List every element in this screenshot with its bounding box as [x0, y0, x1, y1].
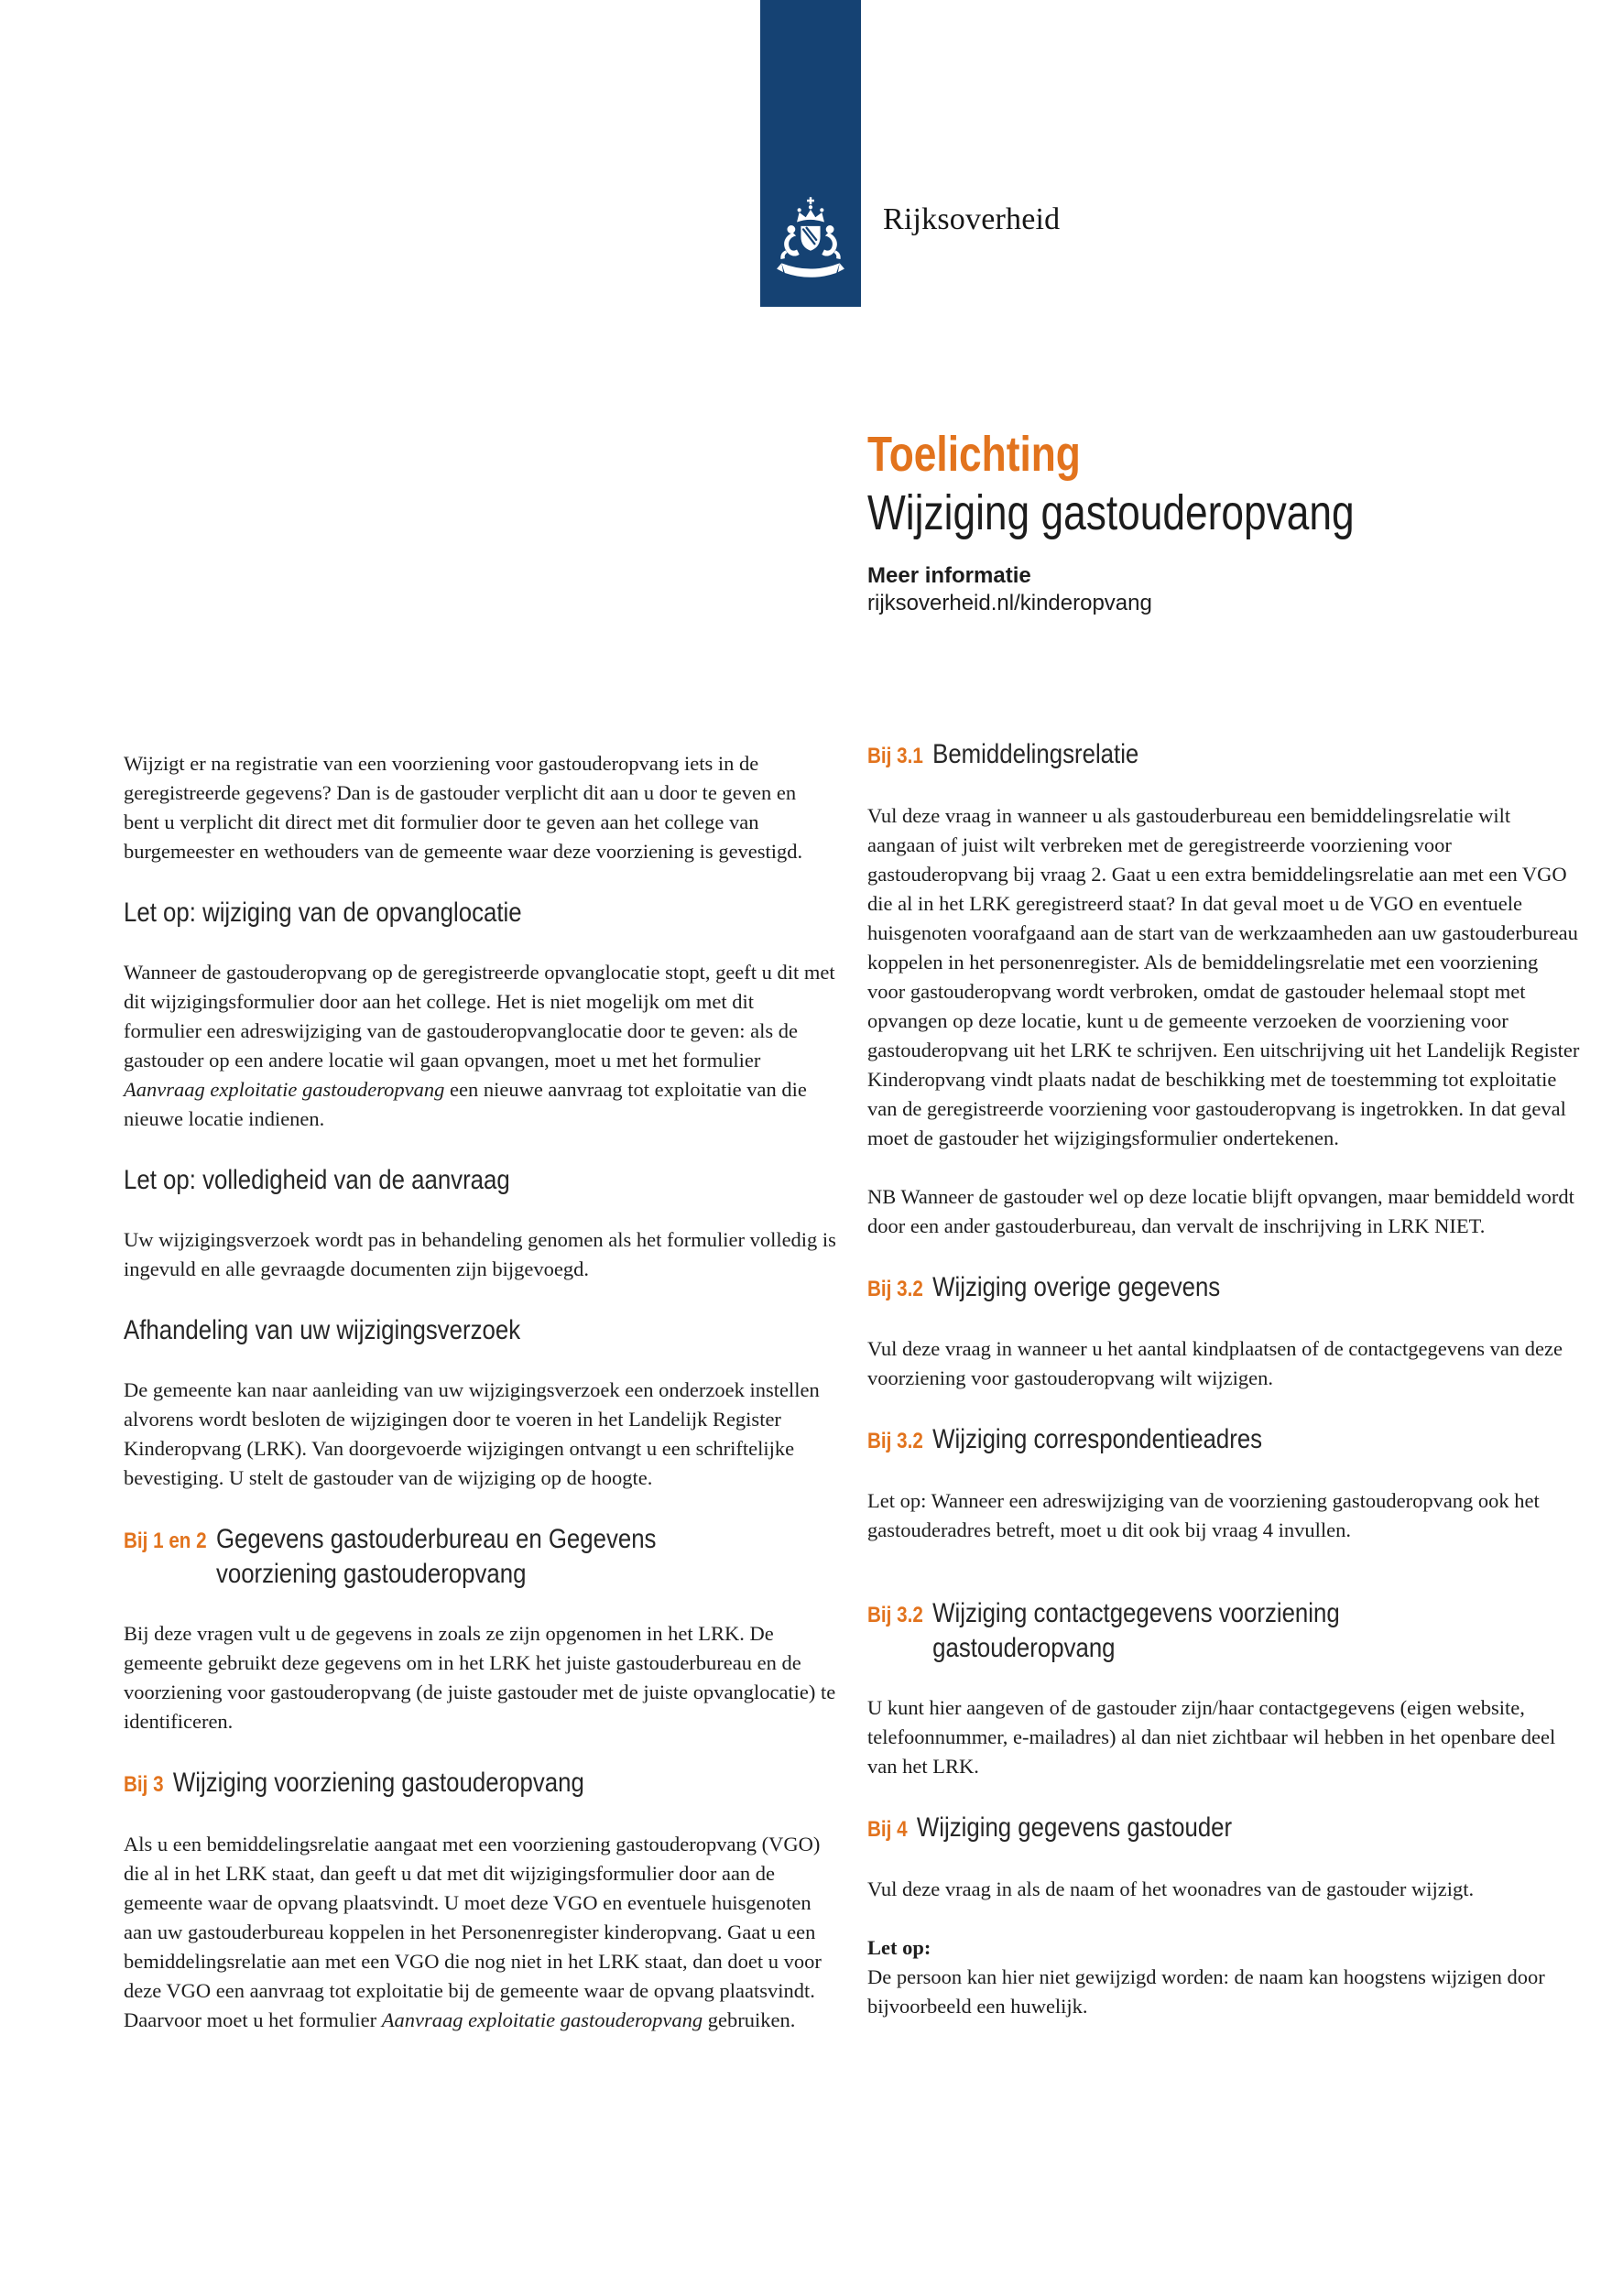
heading-bij-3-2-correspondentieadres: [867, 1422, 1480, 1459]
paragraph-contactgegevens: U kunt hier aangeven of de gastouder zijn/haar contactgegevens (eigen website, telefoonnummer, e-mailadres) al dan niet zichtbaar wil hebben in het openbare deel van het LRK.: [867, 1696, 1556, 1778]
paragraph-correspondentieadres: Let op: Wanneer een adreswijziging van de voorziening gastouderopvang ook het gastouderadres betreft, moet u dit ook bij vraag 4 invullen.: [867, 1489, 1540, 1541]
paragraph-gegevens-gastouder: Vul deze vraag in als de naam of het woonadres van de gastouder wijzigt.: [867, 1877, 1475, 1900]
heading-text: Wijziging overige gegevens: [932, 1272, 1221, 1302]
heading-text: Wijziging contactgegevens voorziening gastouderopvang: [932, 1598, 1340, 1663]
paragraph-let-op-note: Let op: De persoon kan hier niet gewijzigd worden: de naam kan hoogstens wijzigen door bijvoorbeeld een huwelijk.: [867, 1936, 1545, 2018]
page-title: Wijziging gastouderopvang: [867, 485, 1355, 540]
section-number-label: Bij 1 en 2: [124, 1529, 207, 1553]
paragraph-bemiddelingsrelatie: Vul deze vraag in wanneer u als gastouderbureau een bemiddelingsrelatie wilt aangaan of juist wilt verbreken met de geregistreerde voorziening voor gastouderopvang bij vraag 2. Gaat u een extra bemiddelingsrelatie aan met een VGO die al in het LRK geregistreerd staat? In dat geval moet u de VGO en eventuele huisgenoten voorafgaand aan de start van de werkzaamheden aan uw gastouderbureau koppelen in het personenregister. Als de bemiddelingsrelatie met een voorziening voor gastouderopvang wordt verbroken, omdat de gastouder helemaal stopt met opvangen op deze locatie, kunt u de gemeente verzoeken de voorziening voor gastouderopvang uit het LRK te schrijven. Een uitschrijving uit het Landelijk Register Kinderopvang vindt plaats nadat de beschikking met de toestemming tot exploitatie van de geregistreerde voorziening voor gastouderopvang is ingetrokken. In dat geval moet de gastouder het wijzigingsformulier ondertekenen.: [867, 804, 1580, 1149]
heading-bij-3: [124, 1766, 736, 1802]
section-number-label: Bij 3.2: [867, 1277, 923, 1301]
title-block: [867, 425, 1600, 617]
heading-text: Bemiddelingsrelatie: [932, 739, 1139, 769]
paragraph-volledigheid: Uw wijzigingsverzoek wordt pas in behandeling genomen als het formulier volledig is ingevuld en alle gevraagde documenten zijn bijgevoegd.: [124, 1228, 836, 1280]
heading-text: Gegevens gastouderbureau en Gegevens voorziening gastouderopvang: [215, 1524, 657, 1589]
heading-text: Wijziging gegevens gastouder: [916, 1812, 1233, 1843]
more-info-label: Meer informatie: [867, 563, 1031, 588]
heading-opvanglocatie: [124, 896, 736, 930]
paragraph-afhandeling: De gemeente kan naar aanleiding van uw wijzigingsverzoek een onderzoek instellen alvorens wordt besloten de wijzigingen door te voeren in het Landelijk Register Kinderopvang (LRK). Van doorgevoerde wijzigingen ontvangt u een schriftelijke bevestiging. U stelt de gastouder van de wijziging op de hoogte.: [124, 1378, 820, 1489]
more-info-link[interactable]: rijksoverheid.nl/kinderopvang: [867, 591, 1152, 615]
heading-bij-3-2-overige: [867, 1270, 1480, 1307]
heading-text: Wijziging correspondentieadres: [932, 1424, 1263, 1454]
heading-bij-3-1: [867, 737, 1480, 774]
section-number-label: Bij 3.1: [867, 744, 923, 768]
heading-bij-3-2-contactgegevens: [867, 1596, 1480, 1666]
paragraph-bij-3: Als u een bemiddelingsrelatie aangaat met een voorziening gastouderopvang (VGO) die al in het LRK staat, dan geeft u dat met dit wijzigingsformulier door aan de gemeente waar de opvang plaatsvindt. U moet deze VGO en eventuele huisgenoten aan uw gastouderbureau koppelen in het Personenregister kinderopvang. Gaat u een bemiddelingsrelatie aan met een VGO die nog niet in het LRK staat, dan doet u voor deze VGO een aanvraag tot exploitatie bij de gemeente waar de opvang plaatsvindt. Daarvoor moet u het formulier Aanvraag exploitatie gastouderopvang gebruiken.: [124, 1833, 822, 2031]
heading-bij-4: [867, 1811, 1480, 1847]
section-number-label: Bij 3.2: [867, 1603, 923, 1627]
heading-text: Let op: volledigheid van de aanvraag: [124, 1165, 510, 1195]
heading-afhandeling: [124, 1313, 736, 1348]
heading-text: Wijziging voorziening gastouderopvang: [172, 1768, 584, 1798]
left-column: [124, 737, 836, 2064]
heading-text: Let op: wijziging van de opvanglocatie: [124, 898, 522, 928]
brand-wordmark: Rijksoverheid: [883, 202, 1061, 236]
paragraph-overige-gegevens: Vul deze vraag in wanneer u het aantal kindplaatsen of de contactgegevens van deze voorziening voor gastouderopvang wilt wijzigen.: [867, 1337, 1563, 1389]
section-number-label: Bij 3: [124, 1772, 164, 1797]
paragraph-bij-1-en-2: Bij deze vragen vult u de gegevens in zoals ze zijn opgenomen in het LRK. De gemeente gebruikt deze gegevens om in het LRK het juiste gastouderbureau en de voorziening voor gastouderopvang (de juiste gastouder met de juiste opvanglocatie) te identificeren.: [124, 1622, 836, 1733]
rijksoverheid-banner: [760, 0, 861, 307]
heading-volledigheid: [124, 1163, 736, 1198]
paragraph-opvanglocatie: Wanneer de gastouderopvang op de geregistreerde opvanglocatie stopt, geeft u dit met dit wijzigingsformulier door aan het college. Het is niet mogelijk om met dit formulier een adreswijziging van de gastouderopvanglocatie door te geven: als de gastouder op een andere locatie wil gaan opvangen, moet u met het formulier Aanvraag exploitatie gastouderopvang een nieuwe aanvraag tot exploitatie van die nieuwe locatie indienen.: [124, 961, 835, 1130]
section-number-label: Bij 3.2: [867, 1429, 923, 1453]
paragraph-nb: NB Wanneer de gastouder wel op deze locatie blijft opvangen, maar bemiddeld wordt door een ander gastouderbureau, dan vervalt de inschrijving in LRK NIET.: [867, 1185, 1574, 1237]
right-column: [867, 737, 1580, 2051]
heading-text: Afhandeling van uw wijzigingsverzoek: [124, 1315, 521, 1345]
rijksoverheid-logo-icon: [770, 195, 851, 283]
intro-paragraph: Wijzigt er na registratie van een voorziening voor gastouderopvang iets in de geregistreerde gegevens? Dan is de gastouder verplicht dit aan u door te geven en bent u verplicht dit direct met dit formulier door te geven aan het college van burgemeester en wethouders van de gemeente waar deze voorziening is gevestigd.: [124, 752, 803, 863]
heading-bij-1-en-2: [124, 1522, 736, 1592]
doc-type-heading: Toelichting: [867, 427, 1081, 482]
section-number-label: Bij 4: [867, 1817, 908, 1842]
